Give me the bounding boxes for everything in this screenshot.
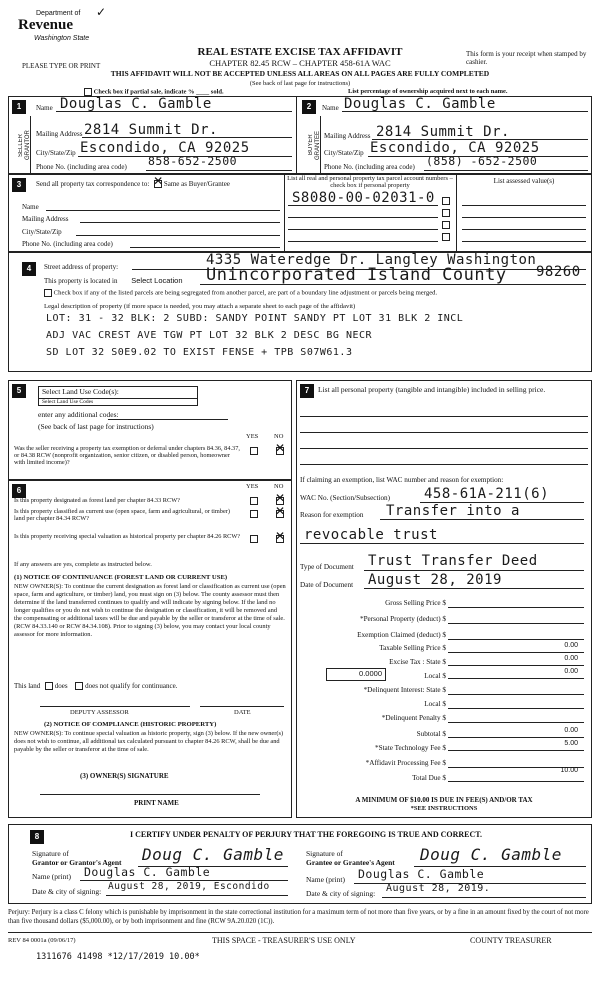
partial-sale	[84, 88, 224, 96]
local-label: Local $	[424, 672, 446, 680]
seller-grantor-label: SELLER GRANTOR	[18, 130, 31, 160]
seller-city-label: City/State/Zip	[36, 149, 76, 157]
treasurer-space: THIS SPACE - TREASURER'S USE ONLY	[212, 936, 356, 945]
form-subtitle: CHAPTER 82.45 RCW – CHAPTER 458-61A WAC	[209, 58, 391, 68]
zip-value[interactable]: 98260	[536, 264, 581, 280]
seller-name-value[interactable]: Douglas C. Gamble	[60, 96, 212, 112]
local2-label: Local $	[424, 700, 446, 708]
reason-label: Reason for exemption	[300, 511, 364, 519]
parcel-2-personal-checkbox[interactable]	[442, 209, 450, 217]
doc-type-label: Type of Document	[300, 563, 354, 571]
segregate-row	[44, 289, 437, 297]
this-land-label: This land	[14, 682, 41, 690]
grantee-date-label: Date & city of signing:	[306, 889, 376, 898]
s5-no-checkbox[interactable]	[276, 447, 284, 455]
buyer-grantee-label: BUYER GRANTEE	[308, 130, 321, 160]
logo-check-icon: ✓	[96, 5, 107, 19]
parcel-3-personal-checkbox[interactable]	[442, 221, 450, 229]
seller-phone-value[interactable]: 858-652-2500	[148, 154, 238, 168]
street-value[interactable]: 4335 Wateredge Dr. Langley Washington	[206, 252, 537, 268]
legal-line-1[interactable]: LOT: 31 - 32 BLK: 2 SUBD: SANDY POINT SANDY PT LOT 31 BLK 2 INCL	[46, 313, 464, 324]
excise-state-value[interactable]: 0.00	[564, 655, 578, 662]
doc-type-value[interactable]: Trust Transfer Deed	[368, 553, 538, 569]
warning-line: THIS AFFIDAVIT WILL NOT BE ACCEPTED UNLESS ALL AREAS ON ALL PAGES ARE FULLY COMPLETED	[110, 69, 490, 78]
s5-no: NO	[274, 433, 284, 440]
s6-if-yes: If any answers are yes, complete as instructed below.	[14, 561, 152, 568]
receipt-note: This form is your receipt when stamped by cashier.	[466, 50, 587, 67]
notice2-title: (2) NOTICE OF COMPLIANCE (HISTORIC PROPERTY)	[44, 721, 217, 728]
parcel-4-personal-checkbox[interactable]	[442, 233, 450, 241]
grantor-name-value[interactable]: Douglas C. Gamble	[84, 865, 211, 879]
wac-value[interactable]: 458-61A-211(6)	[424, 486, 550, 502]
delinquent-penalty-label: *Delinquent Penalty $	[381, 714, 446, 722]
grantee-signature[interactable]: Doug C. Gamble	[420, 845, 562, 864]
s5-yes: YES	[246, 433, 259, 440]
parcel-header: List all real and personal property tax parcel account numbers – check box if personal property	[287, 175, 453, 190]
tech-fee-label: *State Technology Fee $	[374, 744, 446, 752]
section-1-number: 1	[12, 100, 26, 114]
print-name-label: PRINT NAME	[134, 799, 179, 807]
select-location[interactable]: Select Location	[131, 276, 183, 285]
doc-date-label: Date of Document	[300, 581, 354, 589]
same-as-buyer-label: Same as Buyer/Grantee	[163, 180, 230, 188]
legal-line-2[interactable]: ADJ VAC CREST AVE TGW PT LOT 32 BLK 2 DESC BG NECR	[46, 330, 373, 341]
owner-signature-label: (3) OWNER(S) SIGNATURE	[80, 772, 169, 780]
partial-sale-checkbox[interactable]	[84, 88, 92, 96]
s6-q1: Is this property designated as forest land per chapter 84.33 RCW?	[14, 497, 180, 504]
land-use-label: Select Land Use Code(s):	[42, 387, 119, 396]
certify-line: I CERTIFY UNDER PENALTY OF PERJURY THAT THE FOREGOING IS TRUE AND CORRECT.	[130, 830, 483, 839]
notice1-title: (1) NOTICE OF CONTINUANCE (FOREST LAND OR CURRENT USE)	[14, 574, 228, 581]
buyer-city-value[interactable]: Escondido, CA 92025	[370, 140, 540, 156]
gross-label: Gross Selling Price $	[385, 599, 446, 607]
subtotal-label: Subtotal $	[416, 730, 446, 738]
logo-dept-line2: Revenue	[18, 17, 73, 33]
grantor-date-label: Date & city of signing:	[32, 887, 102, 896]
local-rate-box[interactable]: 0.0000	[326, 668, 386, 681]
buyer-phone-value[interactable]: (858) -652-2500	[426, 154, 538, 168]
s5-see-back: (See back of last page for instructions)	[38, 422, 154, 431]
section-7-number: 7	[300, 384, 314, 398]
send-correspondence-label: Send all property tax correspondence to:	[36, 180, 150, 188]
grantor-name-label: Name (print)	[32, 872, 71, 881]
s3-mailing-label: Mailing Address	[22, 215, 69, 223]
section-8-number: 8	[30, 830, 44, 844]
does-label: does	[54, 682, 68, 690]
claim-exemption-label: If claiming an exemption, list WAC number and reason for exemption:	[300, 476, 504, 484]
parcel-1-personal-checkbox[interactable]	[442, 197, 450, 205]
buyer-city-label: City/State/Zip	[324, 149, 364, 157]
location-label: This property is located in	[44, 277, 118, 285]
legal-line-3[interactable]: SD LOT 32 S0E9.02 TO EXIST FENSE + TPB S07W61.3	[46, 347, 353, 358]
sig-grantee-label-2: Grantee or Grantee's Agent	[306, 858, 395, 867]
legal-label: Legal description of property (if more space is needed, you may attach a separate sheet to each page of the affidavit)	[44, 303, 356, 310]
assessed-header: List assessed value(s)	[493, 177, 555, 185]
seller-mailing-value[interactable]: 2814 Summit Dr.	[84, 122, 218, 138]
s6-yes: YES	[246, 483, 259, 490]
local-value[interactable]: 0.00	[564, 668, 578, 675]
grantee-name-label: Name (print)	[306, 875, 345, 884]
personal-property-label: List all personal property (tangible and intangible) included in selling price.	[318, 385, 546, 394]
sig-grantor-label-2: Grantor or Grantor's Agent	[32, 858, 122, 867]
rev-number: REV 84 0001a (09/06/17)	[8, 937, 76, 944]
taxable-label: Taxable Selling Price $	[379, 644, 446, 652]
reason-value-1[interactable]: Transfer into a	[386, 503, 520, 519]
continuance-row	[14, 682, 177, 690]
grantor-signature[interactable]: Doug C. Gamble	[142, 845, 284, 864]
street-label: Street address of property:	[44, 263, 119, 271]
excise-state-label: Excise Tax : State $	[389, 658, 446, 666]
buyer-phone-label: Phone No. (including area code)	[324, 163, 415, 171]
grantee-date-value[interactable]: August 28, 2019.	[386, 883, 491, 894]
same-as-buyer-checkbox[interactable]	[154, 180, 162, 188]
delinquent-state-label: *Delinquent Interest: State $	[363, 686, 446, 694]
send-correspondence	[36, 180, 230, 188]
land-use-dropdown[interactable]: Select Land Use Codes	[38, 398, 198, 406]
location-value[interactable]: Unincorporated Island County	[206, 265, 507, 285]
s5-yes-checkbox[interactable]	[250, 447, 258, 455]
s6-q3: Is this property receiving special valuation as historical property per chapter 84.26 RCW?	[14, 533, 241, 540]
notice2-body: NEW OWNER(S): To continue special valuation as historic property, sign (3) below. If the new owner(s) does not wish to continue, all additional tax calculated pursuant to chapter 84.26 RCW, shall be due and payable by the seller or transferor at the time of sale.	[14, 730, 284, 754]
personal-deduct-label: *Personal Property (deduct) $	[359, 615, 446, 623]
buyer-name-label: Name	[322, 104, 339, 112]
total-label: Total Due $	[412, 774, 446, 782]
s3-city-label: City/State/Zip	[22, 228, 62, 236]
does-not-checkbox[interactable]	[75, 682, 83, 690]
sig-grantor-label-1: Signature of	[32, 849, 69, 858]
segregate-checkbox[interactable]	[44, 289, 52, 297]
buyer-name-value[interactable]: Douglas C. Gamble	[344, 96, 496, 112]
wac-label: WAC No. (Section/Subsection)	[300, 494, 391, 502]
s3-name-label: Name	[22, 203, 39, 211]
buyer-mailing-value[interactable]: 2814 Summit Dr.	[376, 124, 510, 140]
doc-date-value[interactable]: August 28, 2019	[368, 572, 502, 588]
affidavit-fee-label: *Affidavit Processing Fee $	[365, 759, 446, 767]
section-6-box	[8, 480, 292, 818]
perjury-notice: Perjury: Perjury is a class C felony which is punishable by imprisonment in the state correctional institution for a maximum term of not more than five years, or by a fine in an amount fixed by the court of not more than five thousand dollars ($5,000.00), or by both imprisonment and fine (RCW 9A.20.020 (1C)).	[8, 909, 589, 925]
minimum-note: A MINIMUM OF $10.00 IS DUE IN FEE(S) AND/OR TAX	[355, 796, 533, 804]
subtotal-value[interactable]: 0.00	[564, 727, 578, 734]
ownership-note: List percentage of ownership acquired next to each name.	[348, 88, 508, 95]
buyer-mailing-label: Mailing Address	[324, 132, 371, 140]
county-treasurer: COUNTY TREASURER	[470, 936, 552, 945]
deputy-assessor-label: DEPUTY ASSESSOR	[70, 709, 129, 716]
section-6-number: 6	[12, 484, 26, 498]
does-not-label: does not qualify for continuance.	[85, 682, 178, 690]
partial-sale-label: Check box if partial sale, indicate % ____ sold.	[93, 88, 224, 96]
does-checkbox[interactable]	[45, 682, 53, 690]
dor-logo	[18, 6, 108, 50]
date-label: DATE	[234, 709, 251, 716]
seller-mailing-label: Mailing Address	[36, 130, 83, 138]
taxable-value[interactable]: 0.00	[564, 642, 578, 649]
s6-no: NO	[274, 483, 284, 490]
logo-dept-line1: Department of	[36, 10, 81, 17]
section-2-number: 2	[302, 100, 316, 114]
s3-phone-label: Phone No. (including area code)	[22, 240, 113, 248]
see-back-header: (See back of last page for instructions)	[249, 80, 351, 87]
print-note: PLEASE TYPE OR PRINT	[22, 62, 101, 70]
seller-phone-label: Phone No. (including area code)	[36, 163, 127, 171]
s6-q3-yes[interactable]	[250, 535, 258, 543]
sig-grantee-label-1: Signature of	[306, 849, 343, 858]
land-use-select[interactable]	[38, 386, 198, 399]
treasurer-stamp: 1311676 41498 *12/17/2019 10.00*	[36, 952, 200, 962]
segregate-label: Check box if any of the listed parcels are being segregated from another parcel, are part of a boundary line adjustment or parcels being merged.	[53, 289, 438, 297]
seller-name-label: Name	[36, 104, 53, 112]
seller-city-value[interactable]: Escondido, CA 92025	[80, 140, 250, 156]
additional-codes-label: enter any additional codes:	[38, 410, 119, 419]
tech-fee-value[interactable]: 5.00	[564, 740, 578, 747]
exemption-deduct-label: Exemption Claimed (deduct) $	[357, 631, 446, 639]
see-instructions: *SEE INSTRUCTIONS	[410, 805, 478, 812]
notice1-body: NEW OWNER(S): To continue the current designation as forest land or classification as current use (open space, farm and agriculture, or timber) land, you must sign on (3) below. The county assessor must then determine if the land transferred continues to qualify and will indicate by signing below. If the land no longer qualifies or you do not wish to continue the designation or classification, it will be removed and the compensating or additional taxes will be due and payable by the seller or transferor at the time of sale. (RCW 84.33.140 or RCW 84.34.108). Prior to signing (3) below, you may contact your local county assessor for more information.	[14, 583, 286, 639]
reason-value-2[interactable]: revocable trust	[304, 527, 438, 543]
s5-exemption-question: Was the seller receiving a property tax exemption or deferral under chapters 84.36, 84.37, or 84.38 RCW (nonprofit organization, senior citizen, or disabled person, homeowner with limited income)?	[14, 445, 240, 467]
grantee-name-value[interactable]: Douglas C. Gamble	[358, 867, 485, 881]
form-title: REAL ESTATE EXCISE TAX AFFIDAVIT	[197, 46, 403, 58]
grantor-date-value[interactable]: August 28, 2019, Escondido	[108, 881, 270, 892]
logo-dept-line3: Washington State	[34, 35, 90, 42]
total-value[interactable]: 10.00	[560, 767, 578, 774]
section-5-number: 5	[12, 384, 26, 398]
s6-q2: Is this property classified as current use (open space, farm and agricultural, or timber) land per chapter 84.34 RCW?	[14, 508, 230, 523]
location-row	[44, 277, 183, 286]
parcel-value[interactable]: S8080-00-02031-0	[292, 190, 435, 206]
section-4-number: 4	[22, 262, 36, 276]
s6-q2-yes[interactable]	[250, 510, 258, 518]
section-3-number: 3	[12, 178, 26, 192]
s6-q1-yes[interactable]	[250, 497, 258, 505]
s6-q2-no[interactable]	[276, 510, 284, 518]
s6-q3-no[interactable]	[276, 535, 284, 543]
